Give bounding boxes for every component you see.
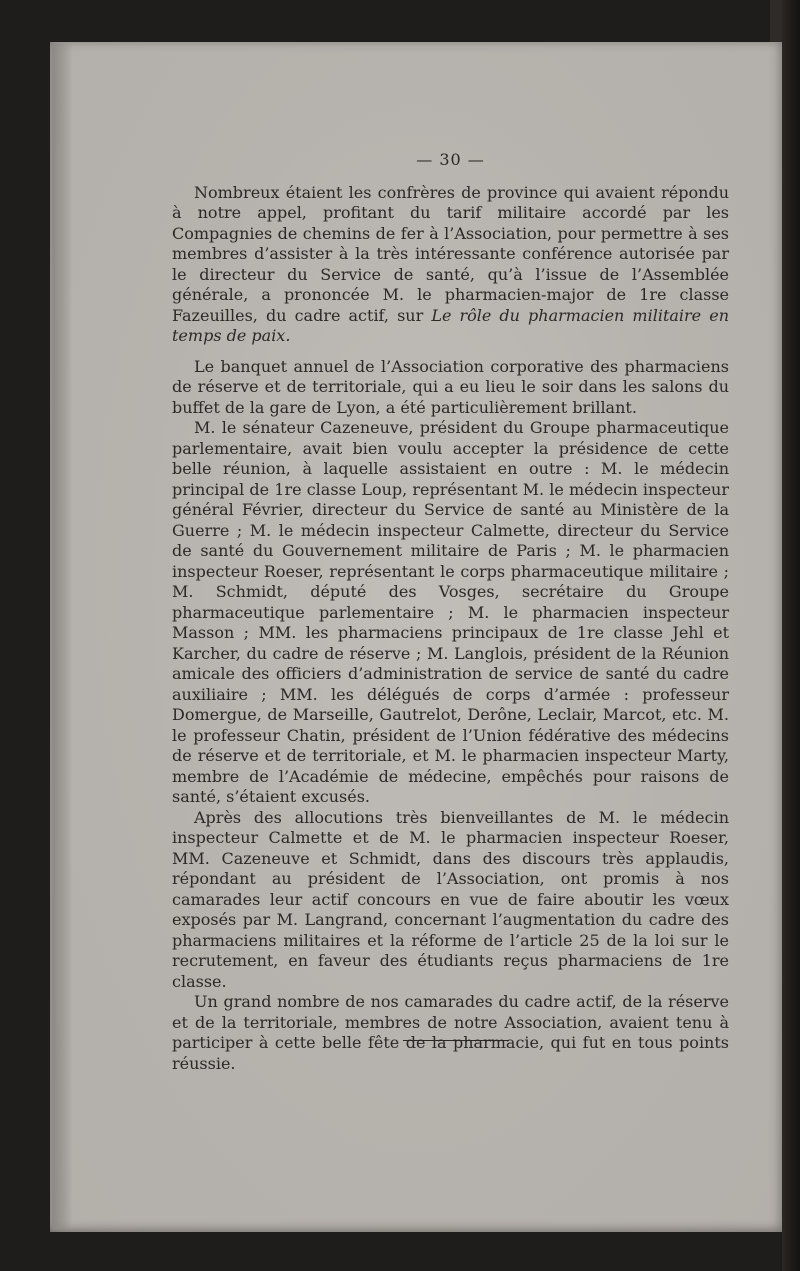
end-rule bbox=[403, 1040, 509, 1041]
paragraph-1 bbox=[172, 183, 729, 347]
paragraph-5: Un grand nombre de nos camarades du cadre actif, de la réserve et de la territoriale, membres de notre Association, avaient tenu à participer à cette belle fête de la pharmacie, qui fut en tous points réussie. bbox=[172, 992, 729, 1073]
page-number: — 30 — bbox=[416, 150, 485, 169]
paragraph-4: Après des allocutions très bienveillantes de M. le médecin inspecteur Calmette et de M. le pharmacien inspecteur Roeser, MM. Cazeneuve et Schmidt, dans des discours très applaudis, répondant au président de l’Association, ont promis à nos camarades leur actif concours en vue de faire aboutir les vœux exposés par M. Langrand, concernant l’augmentation du cadre des pharmaciens militaires et la réforme de l’article 25 de la loi sur le recrutement, en faveur des étudiants reçus pharmaciens de 1re classe. bbox=[172, 807, 729, 991]
text-block bbox=[172, 150, 729, 1074]
paragraph-1-text: Nombreux étaient les confrères de province qui avaient répondu à notre appel, profitant du tarif militaire accordé par les Compagnies de chemins de fer à l’Association, pour permettre à ses membres d’assister à la très intéressante conférence autorisée par le directeur du Service de santé, qu’à l’issue de l’Assemblée générale, a prononcée M. le pharmacien-major de 1re classe Fazeuilles, du cadre actif, sur bbox=[172, 182, 729, 325]
paragraph-2: Le banquet annuel de l’Association corporative des pharmaciens de réserve et de territoriale, qui a eu lieu le soir dans les salons du buffet de la gare de Lyon, a été particulièrement brillant. bbox=[172, 356, 729, 417]
lecture-title: Le rôle du pharmacien militaire en temps de paix. bbox=[172, 305, 730, 345]
page-edge-shadow bbox=[782, 0, 800, 1271]
page-gutter bbox=[52, 44, 72, 1230]
paragraph-3: M. le sénateur Cazeneuve, président du Groupe pharmaceutique parlementaire, avait bien voulu accepter la présidence de cette belle réunion, à laquelle assistaient en outre : M. le médecin principal de 1re classe Loup, représentant M. le médecin inspecteur général Février, directeur du Service de santé au Ministère de la Guerre ; M. le médecin inspecteur Calmette, directeur du Service de santé du Gouvernement militaire de Paris ; M. le pharmacien inspecteur Roeser, représentant le corps pharmaceutique militaire ; M. Schmidt, député des Vosges, secrétaire du Groupe pharmaceutique parlementaire ; M. le pharmacien inspecteur Masson ; MM. les pharmaciens principaux de 1re classe Jehl et Karcher, du cadre de réserve ; M. Langlois, président de la Réunion amicale des officiers d’administration de service de santé du cadre auxiliaire ; MM. les délégués de corps d’armée : professeur Domergue, de Marseille, Gautrelot, Derône, Leclair, Marcot, etc. M. le professeur Chatin, président de l’Union fédérative des médecins de réserve et de territoriale, et M. le pharmacien inspecteur Marty, membre de l’Académie de médecine, empêchés pour raisons de santé, s’étaient excusés. bbox=[172, 418, 729, 806]
